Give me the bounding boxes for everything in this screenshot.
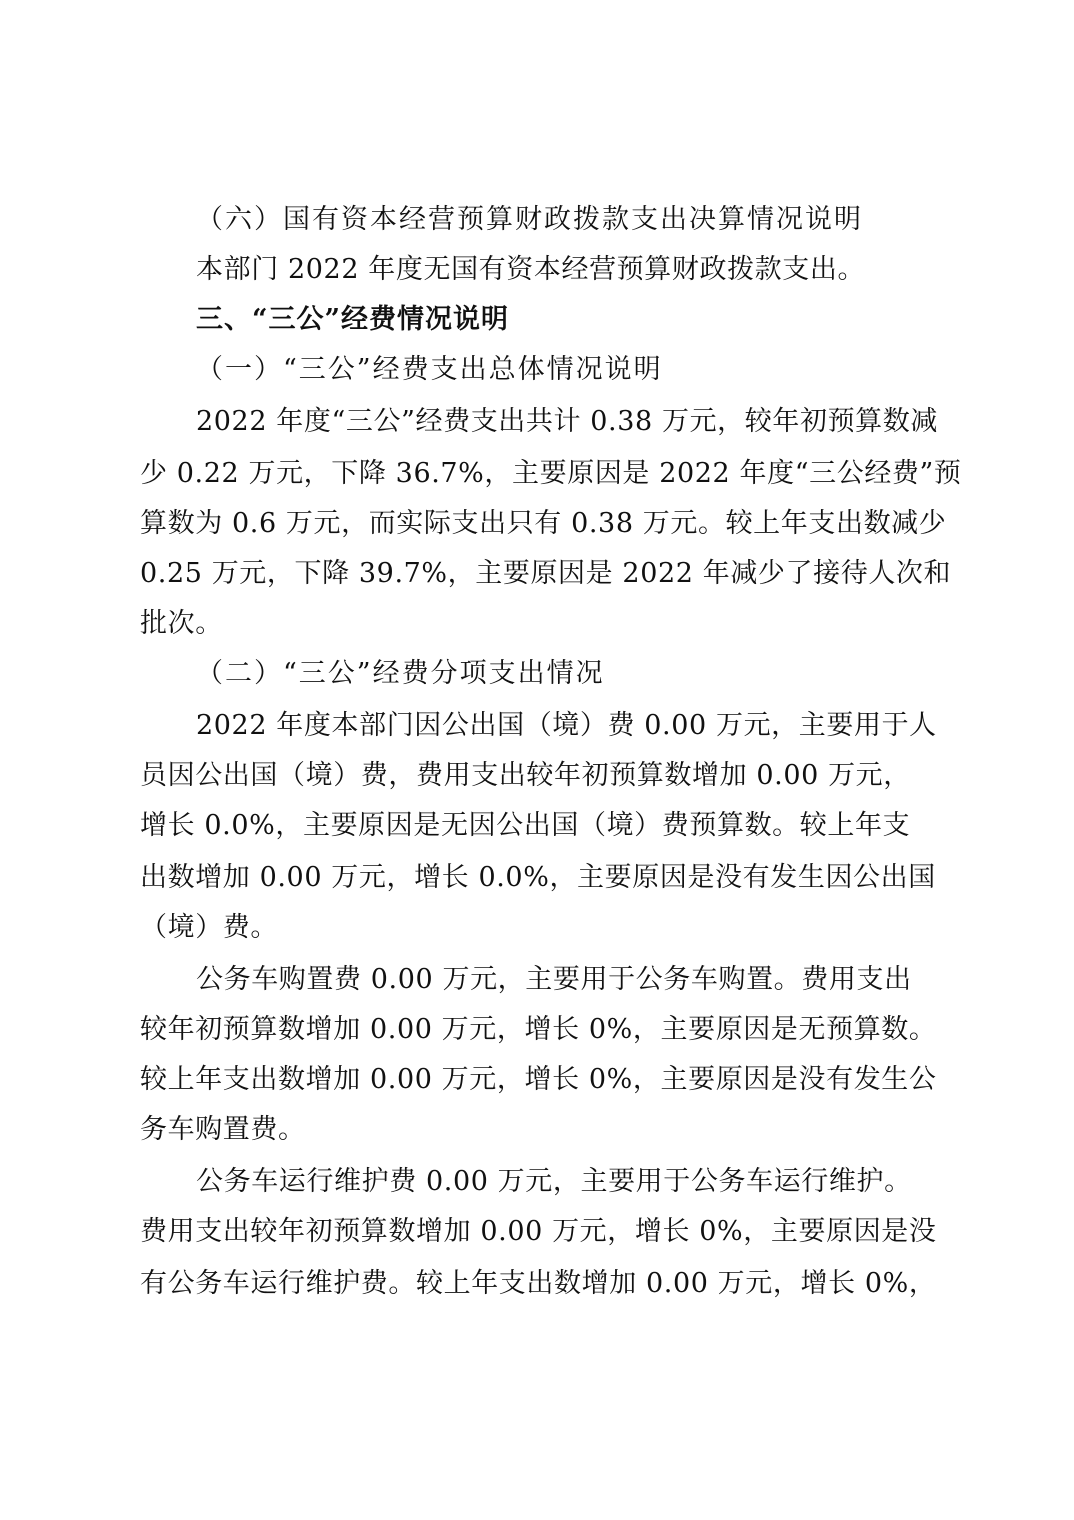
paragraph-line: 较上年支出数增加 0.00 万元，增长 0%，主要原因是没有发生公 (140, 1064, 937, 1095)
paragraph-line: 有公务车运行维护费。较上年支出数增加 0.00 万元，增长 0%， (140, 1268, 937, 1299)
paragraph-line: 2022 年度本部门因公出国（境）费 0.00 万元，主要用于人 (196, 710, 937, 741)
paragraph-line: 2022 年度“三公”经费支出共计 0.38 万元，较年初预算数减 (196, 406, 938, 437)
paragraph-line: 少 0.22 万元，下降 36.7%，主要原因是 2022 年度“三公经费”预 (140, 458, 962, 489)
paragraph-line: 出数增加 0.00 万元，增长 0.0%，主要原因是没有发生因公出国 (140, 862, 936, 893)
paragraph-line: 较年初预算数增加 0.00 万元，增长 0%，主要原因是无预算数。 (140, 1014, 937, 1045)
paragraph-line: 增长 0.0%，主要原因是无因公出国（境）费预算数。较上年支 (140, 810, 911, 841)
paragraph-line: 费用支出较年初预算数增加 0.00 万元，增长 0%，主要原因是没 (140, 1216, 937, 1247)
section-heading-three-public: 三、“三公”经费情况说明 (196, 304, 510, 335)
paragraph-line: （境）费。 (140, 912, 278, 943)
paragraph-line: 本部门 2022 年度无国有资本经营预算财政拨款支出。 (196, 254, 866, 285)
paragraph-line: 0.25 万元，下降 39.7%，主要原因是 2022 年减少了接待人次和 (140, 558, 952, 589)
subheading-overall: （一）“三公”经费支出总体情况说明 (196, 354, 663, 385)
paragraph-line: 员因公出国（境）费，费用支出较年初预算数增加 0.00 万元， (140, 760, 911, 791)
paragraph-line: 务车购置费。 (140, 1114, 306, 1145)
paragraph-line: 算数为 0.6 万元，而实际支出只有 0.38 万元。较上年支出数减少 (140, 508, 947, 539)
paragraph-line: 公务车运行维护费 0.00 万元，主要用于公务车运行维护。 (196, 1166, 912, 1197)
paragraph-line: 批次。 (140, 608, 223, 639)
subheading-itemized: （二）“三公”经费分项支出情况 (196, 658, 605, 689)
subheading-state-capital-budget: （六）国有资本经营预算财政拨款支出决算情况说明 (196, 204, 863, 235)
paragraph-line: 公务车购置费 0.00 万元，主要用于公务车购置。费用支出 (196, 964, 912, 995)
